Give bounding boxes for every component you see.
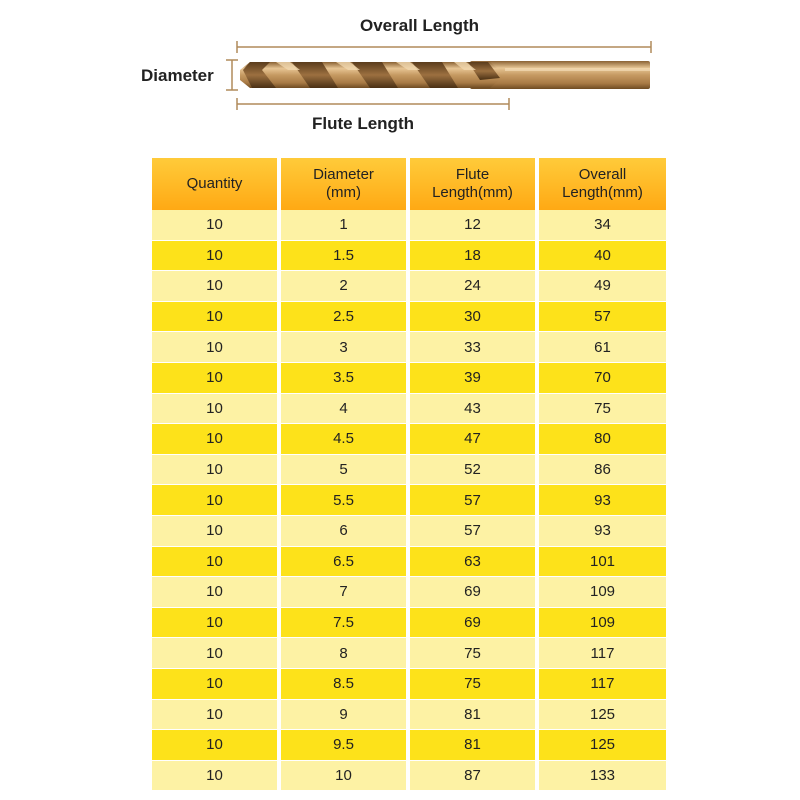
flute-length-cell: 52 — [410, 454, 535, 485]
header-quantity: Quantity — [152, 158, 277, 210]
diameter-cell: 3.5 — [281, 362, 406, 393]
quantity-cell: 10 — [152, 699, 277, 730]
table-row — [152, 546, 666, 577]
flute-length-cell: 43 — [410, 393, 535, 424]
flute-length-cell: 47 — [410, 423, 535, 454]
quantity-cell: 10 — [152, 393, 277, 424]
overall-length-cell: 86 — [539, 454, 666, 485]
flute-length-cell: 75 — [410, 637, 535, 668]
quantity-cell: 10 — [152, 362, 277, 393]
diameter-cell: 8 — [281, 637, 406, 668]
overall-length-cell: 61 — [539, 331, 666, 362]
flute-length-cell: 33 — [410, 331, 535, 362]
quantity-cell: 10 — [152, 607, 277, 638]
table-row — [152, 607, 666, 638]
overall-length-cell: 75 — [539, 393, 666, 424]
flute-length-cell: 39 — [410, 362, 535, 393]
diameter-cell: 4 — [281, 393, 406, 424]
overall-length-cell: 117 — [539, 637, 666, 668]
table-header-row — [152, 158, 666, 210]
diameter-label: Diameter — [141, 66, 214, 85]
overall-length-cell: 93 — [539, 515, 666, 546]
quantity-cell: 10 — [152, 423, 277, 454]
overall-length-cell: 109 — [539, 607, 666, 638]
diameter-cell: 9.5 — [281, 729, 406, 760]
table-row — [152, 484, 666, 515]
table-row — [152, 210, 666, 240]
table-row — [152, 301, 666, 332]
flute-length-cell: 81 — [410, 699, 535, 730]
table-row — [152, 515, 666, 546]
size-spec-table — [148, 158, 670, 790]
flute-length-cell: 87 — [410, 760, 535, 791]
overall-length-cell: 93 — [539, 484, 666, 515]
overall-length-cell: 125 — [539, 729, 666, 760]
diameter-cell: 4.5 — [281, 423, 406, 454]
quantity-cell: 10 — [152, 270, 277, 301]
table-row — [152, 423, 666, 454]
diameter-cell: 5.5 — [281, 484, 406, 515]
diameter-cell: 1.5 — [281, 240, 406, 271]
quantity-cell: 10 — [152, 331, 277, 362]
table-row — [152, 331, 666, 362]
quantity-cell: 10 — [152, 576, 277, 607]
table-row — [152, 760, 666, 791]
quantity-cell: 10 — [152, 210, 277, 240]
overall-length-cell: 40 — [539, 240, 666, 271]
flute-length-cell: 75 — [410, 668, 535, 699]
diameter-cell: 6 — [281, 515, 406, 546]
header-diameter: Diameter (mm) — [281, 158, 406, 210]
flute-length-cell: 57 — [410, 484, 535, 515]
table-row — [152, 576, 666, 607]
table-row — [152, 668, 666, 699]
table-row — [152, 270, 666, 301]
overall-length-cell: 80 — [539, 423, 666, 454]
diameter-cell: 3 — [281, 331, 406, 362]
flute-length-label: Flute Length — [312, 114, 414, 133]
diameter-cell: 7 — [281, 576, 406, 607]
overall-length-cell: 125 — [539, 699, 666, 730]
quantity-cell: 10 — [152, 729, 277, 760]
diameter-cell: 6.5 — [281, 546, 406, 577]
table-row — [152, 454, 666, 485]
table-row — [152, 393, 666, 424]
overall-length-cell: 133 — [539, 760, 666, 791]
flute-length-cell: 24 — [410, 270, 535, 301]
overall-length-cell: 57 — [539, 301, 666, 332]
diameter-cell: 7.5 — [281, 607, 406, 638]
quantity-cell: 10 — [152, 668, 277, 699]
quantity-cell: 10 — [152, 637, 277, 668]
table-row — [152, 362, 666, 393]
table-row — [152, 729, 666, 760]
quantity-cell: 10 — [152, 454, 277, 485]
diameter-dimension — [226, 60, 238, 90]
flute-length-cell: 81 — [410, 729, 535, 760]
diameter-cell: 2 — [281, 270, 406, 301]
flute-length-cell: 18 — [410, 240, 535, 271]
flute-length-cell: 30 — [410, 301, 535, 332]
flute-length-cell: 63 — [410, 546, 535, 577]
overall-length-dimension — [237, 41, 651, 53]
flute-length-cell: 69 — [410, 576, 535, 607]
flute-length-cell: 69 — [410, 607, 535, 638]
table-row — [152, 699, 666, 730]
overall-length-cell: 117 — [539, 668, 666, 699]
flute-length-cell: 57 — [410, 515, 535, 546]
quantity-cell: 10 — [152, 546, 277, 577]
flute-length-cell: 12 — [410, 210, 535, 240]
overall-length-cell: 49 — [539, 270, 666, 301]
quantity-cell: 10 — [152, 515, 277, 546]
flute-length-dimension — [237, 98, 509, 110]
overall-length-label: Overall Length — [360, 16, 480, 35]
diameter-cell: 8.5 — [281, 668, 406, 699]
diameter-cell: 9 — [281, 699, 406, 730]
drill-bit-diagram — [0, 0, 800, 150]
quantity-cell: 10 — [152, 301, 277, 332]
quantity-cell: 10 — [152, 484, 277, 515]
diameter-cell: 2.5 — [281, 301, 406, 332]
diameter-cell: 10 — [281, 760, 406, 791]
table-body — [152, 210, 666, 790]
quantity-cell: 10 — [152, 240, 277, 271]
overall-length-cell: 109 — [539, 576, 666, 607]
header-flute-length: Flute Length(mm) — [410, 158, 535, 210]
overall-length-cell: 101 — [539, 546, 666, 577]
table-row — [152, 240, 666, 271]
table-row — [152, 637, 666, 668]
quantity-cell: 10 — [152, 760, 277, 791]
diameter-cell: 5 — [281, 454, 406, 485]
header-overall-length: Overall Length(mm) — [539, 158, 666, 210]
diameter-cell: 1 — [281, 210, 406, 240]
overall-length-cell: 70 — [539, 362, 666, 393]
drill-bit — [240, 61, 650, 89]
overall-length-cell: 34 — [539, 210, 666, 240]
